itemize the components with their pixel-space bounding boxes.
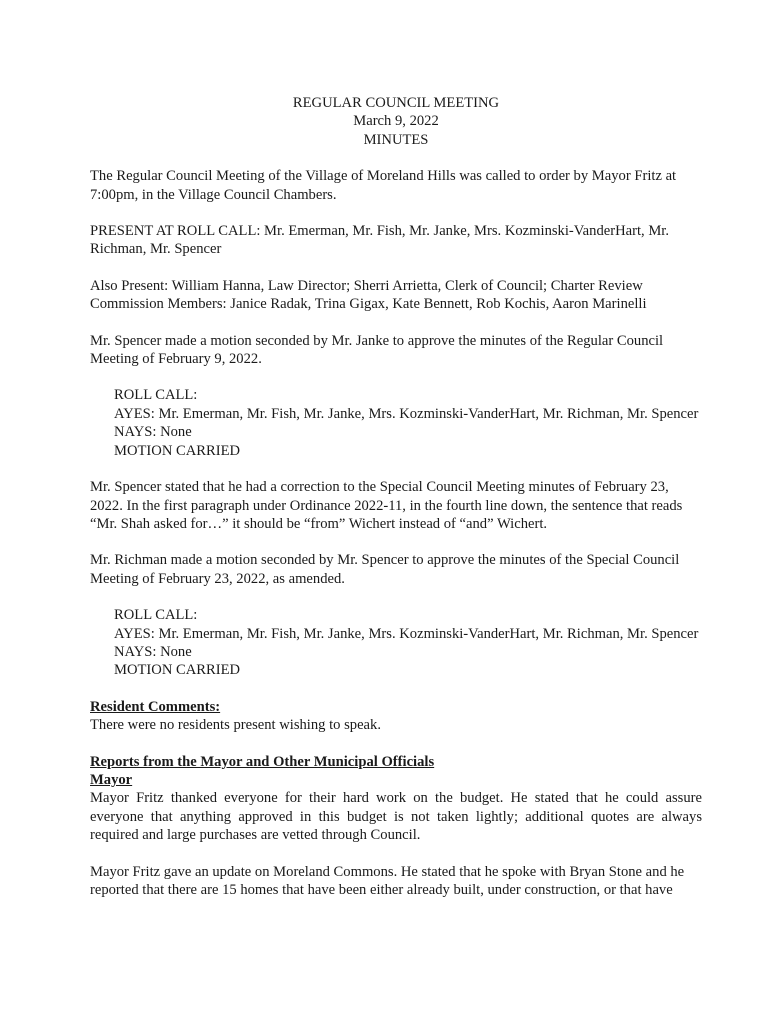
present-at-roll-call-paragraph: PRESENT AT ROLL CALL: Mr. Emerman, Mr. Fish, Mr. Janke, Mrs. Kozminski-VanderHart, Mr. Richman, Mr. Spencer [90, 223, 669, 258]
document-header [90, 94, 702, 149]
roll-call-block-2 [114, 606, 702, 680]
roll-call-ayes: AYES: Mr. Emerman, Mr. Fish, Mr. Janke, Mrs. Kozminski-VanderHart, Mr. Richman, Mr. Spencer [114, 625, 699, 642]
document-page [90, 94, 702, 899]
document-type: MINUTES [363, 131, 429, 148]
roll-call-nays: NAYS: None [114, 643, 192, 660]
roll-call-result: MOTION CARRIED [114, 442, 241, 459]
call-to-order-paragraph: The Regular Council Meeting of the Village of Moreland Hills was called to order by Mayor Fritz at 7:00pm, in the Village Council Chambers. [90, 168, 677, 203]
meeting-date: March 9, 2022 [353, 113, 439, 130]
resident-comments-text: There were no residents present wishing to speak. [90, 717, 381, 734]
resident-comments-heading: Resident Comments: [90, 698, 221, 715]
roll-call-result: MOTION CARRIED [114, 662, 241, 679]
motion-special-minutes-paragraph: Mr. Richman made a motion seconded by Mr. Spencer to approve the minutes of the Special Council Meeting of February 23, 2022, as amended. [90, 552, 680, 587]
roll-call-title: ROLL CALL: [114, 607, 198, 624]
moreland-commons-paragraph: Mayor Fritz gave an update on Moreland Commons. He stated that he spoke with Bryan Stone and he reported that there are 15 homes that have been either already built, under construction, or that have [90, 863, 685, 898]
mayor-subheading: Mayor [90, 771, 133, 788]
roll-call-ayes: AYES: Mr. Emerman, Mr. Fish, Mr. Janke, Mrs. Kozminski-VanderHart, Mr. Richman, Mr. Spencer [114, 405, 699, 422]
motion-regular-minutes-paragraph: Mr. Spencer made a motion seconded by Mr. Janke to approve the minutes of the Regular Council Meeting of February 9, 2022. [90, 332, 664, 368]
reports-heading: Reports from the Mayor and Other Municipal Officials [90, 753, 435, 770]
correction-paragraph: Mr. Spencer stated that he had a correction to the Special Council Meeting minutes of February 23, 2022. In the first paragraph under Ordinance 2022-11, in the fourth line down, the sentence that reads “Mr. Shah asked for…” it should be “from” Wichert instead of “and” Wichert. [90, 479, 683, 532]
mayor-budget-paragraph: Mayor Fritz thanked everyone for their hard work on the budget. He stated that he could assure everyone that anything approved in this budget is not taken lightly; additional quotes are always required and large purchases are vetted through Council. [90, 790, 702, 844]
roll-call-nays: NAYS: None [114, 424, 192, 441]
meeting-title: REGULAR COUNCIL MEETING [292, 95, 500, 111]
roll-call-block-1 [114, 386, 702, 460]
also-present-paragraph: Also Present: William Hanna, Law Director; Sherri Arrietta, Clerk of Council; Charter Review Commission Members: Janice Radak, Trina Gigax, Kate Bennett, Rob Kochis, Aaron Marinelli [90, 277, 647, 313]
roll-call-title: ROLL CALL: [114, 387, 198, 404]
